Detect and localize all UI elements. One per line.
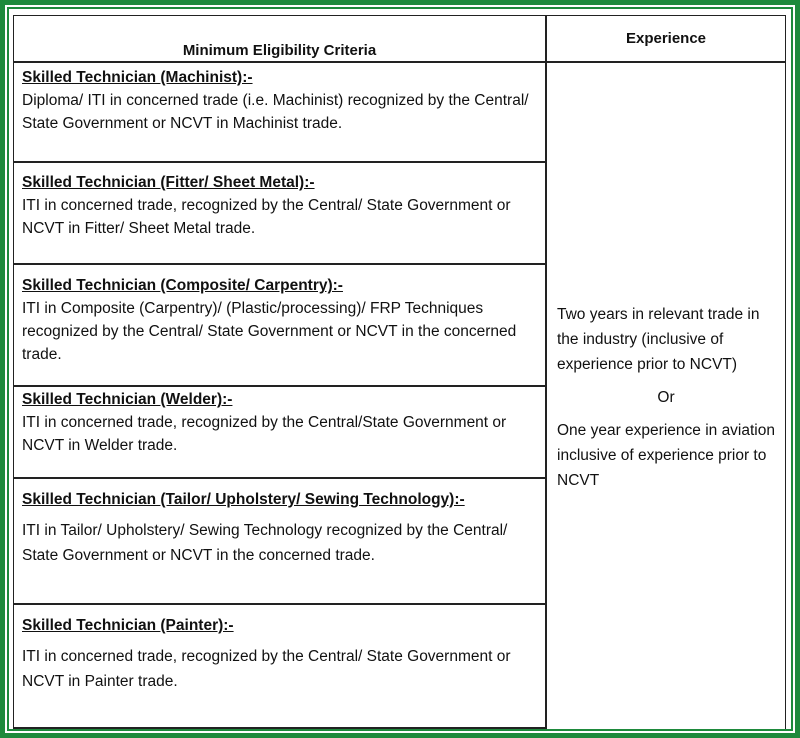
experience-option-1: Two years in relevant trade in the industry (inclusive of experience prior to NCVT) [557,306,760,373]
row-divider [14,477,545,479]
row-description: ITI in concerned trade, recognized by the Central/ State Government or NCVT in Fitter/ Sheet Metal trade. [22,197,511,237]
row-title: Skilled Technician (Composite/ Carpentry):- [22,277,343,294]
row-description: ITI in concerned trade, recognized by the Central/ State Government or NCVT in Painter trade. [22,648,511,690]
table-row [14,487,545,568]
row-description: ITI in concerned trade, recognized by the Central/State Government or NCVT in Welder trade. [22,414,507,454]
eligibility-table [13,15,786,731]
experience-option-2: One year experience in aviation inclusive of experience prior to NCVT [557,422,775,489]
experience-cell [547,302,785,493]
row-title: Skilled Technician (Machinist):- [22,69,253,86]
row-divider [14,385,545,387]
header-experience: Experience [625,30,707,47]
row-title: Skilled Technician (Tailor/ Upholstery/ Sewing Technology):- [22,491,465,508]
row-description: ITI in Tailor/ Upholstery/ Sewing Technology recognized by the Central/ State Government or NCVT in the concerned trade. [22,522,508,564]
header-divider [14,61,785,63]
row-title: Skilled Technician (Welder):- [22,391,233,408]
row-title: Skilled Technician (Painter):- [22,617,234,634]
row-divider [14,603,545,605]
table-row [14,171,545,240]
row-description: Diploma/ ITI in concerned trade (i.e. Machinist) recognized by the Central/ State Government or NCVT in Machinist trade. [22,92,529,132]
experience-or: Or [657,389,675,406]
table-row [14,274,545,366]
row-divider [14,263,545,265]
row-divider [14,161,545,163]
row-description: ITI in Composite (Carpentry)/ (Plastic/processing)/ FRP Techniques recognized by the Central/ State Government or NCVT in the concerned trade. [22,300,517,363]
table-row [14,388,545,457]
header-criteria: Minimum Eligibility Criteria [182,42,377,59]
table-row [14,66,545,135]
row-divider [14,727,545,729]
green-inner-border [7,7,793,731]
row-title: Skilled Technician (Fitter/ Sheet Metal):- [22,174,315,191]
table-row [14,613,545,694]
